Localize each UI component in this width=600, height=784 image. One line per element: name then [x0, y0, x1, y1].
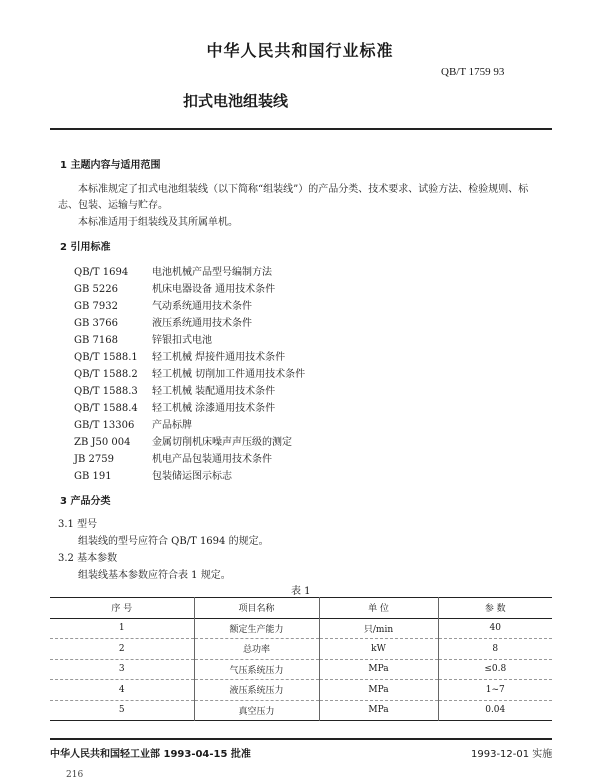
- section-3-1-text: 组装线的型号应符合 QB/T 1694 的规定。: [78, 536, 269, 547]
- table-cell: ≤0.8: [438, 659, 552, 680]
- reference-code: QB/T 1588.3: [74, 386, 138, 397]
- table-cell: MPa: [319, 700, 438, 721]
- reference-code: GB 7168: [74, 335, 118, 346]
- header-cell-item: 项目名称: [194, 598, 319, 619]
- reference-title: 机床电器设备 通用技术条件: [152, 284, 276, 295]
- table-cell: 4: [118, 684, 125, 695]
- reference-title: 电池机械产品型号编制方法: [152, 267, 272, 278]
- implementation-date: 1993-12-01 实施: [471, 749, 553, 760]
- reference-title: 液压系统通用技术条件: [152, 318, 252, 329]
- table-cell: 8: [438, 639, 552, 660]
- reference-code: GB 5226: [74, 284, 118, 295]
- reference-code: GB 3766: [74, 318, 118, 329]
- standard-code: QB/T 1759 93: [441, 66, 505, 78]
- section-1-para-2: 本标准适用于组装线及其所属单机。: [78, 217, 238, 228]
- standard-type: 中华人民共和国行业标准: [206, 41, 394, 60]
- reference-title: 轻工机械 切削加工件通用技术条件: [152, 369, 306, 380]
- reference-code: QB/T 1588.1: [74, 352, 138, 363]
- table-cell: 0.04: [438, 700, 552, 721]
- section-1-heading: 1 主题内容与适用范围: [60, 160, 161, 171]
- section-1-para-1-line-1: 本标准规定了扣式电池组装线（以下简称“组装线”）的产品分类、技术要求、试验方法、检验规则、标: [78, 184, 529, 195]
- reference-code: GB 191: [74, 471, 112, 482]
- reference-title: 轻工机械 装配通用技术条件: [152, 386, 276, 397]
- reference-code: GB/T 13306: [74, 420, 135, 431]
- table-cell: MPa: [319, 659, 438, 680]
- reference-item: [74, 450, 272, 465]
- header-cell-unit: 单 位: [319, 598, 438, 619]
- reference-code: QB/T 1694: [74, 267, 129, 278]
- table-cell: 气压系统压力: [194, 659, 319, 680]
- table-cell: 真空压力: [194, 700, 319, 721]
- reference-item: [74, 467, 232, 482]
- table-cell: kW: [319, 639, 438, 660]
- table-cell: 液压系统压力: [194, 680, 319, 701]
- section-2-heading: 2 引用标准: [60, 242, 111, 253]
- table-row: [50, 659, 552, 680]
- table-caption: 表 1: [291, 586, 311, 597]
- section-3-2-text: 组装线基本参数应符合表 1 规定。: [78, 570, 231, 581]
- table-cell: 总功率: [194, 639, 319, 660]
- reference-title: 锌银扣式电池: [152, 335, 212, 346]
- section-3-2-heading: 3.2 基本参数: [58, 553, 118, 564]
- table-cell: 只/min: [319, 618, 438, 639]
- table-cell: 1: [118, 623, 125, 634]
- section-3-heading: 3 产品分类: [60, 496, 111, 507]
- reference-item: [74, 297, 252, 312]
- reference-title: 气动系统通用技术条件: [152, 301, 252, 312]
- page-number: 216: [66, 770, 84, 780]
- table-cell: 5: [118, 705, 125, 716]
- reference-item: [74, 331, 212, 346]
- reference-code: GB 7932: [74, 301, 118, 312]
- document-title: 扣式电池组装线: [183, 92, 289, 110]
- section-3-1-heading: 3.1 型号: [58, 519, 98, 530]
- table-cell: 3: [118, 664, 125, 675]
- reference-title: 机电产品包装通用技术条件: [152, 454, 272, 465]
- footer-rule: [50, 738, 552, 740]
- reference-item: [74, 399, 275, 414]
- table-header-row: [50, 598, 552, 619]
- reference-code: QB/T 1588.4: [74, 403, 138, 414]
- section-1-para-1-line-2: 志、包装、运输与贮存。: [58, 200, 168, 211]
- table-cell: 额定生产能力: [194, 618, 319, 639]
- reference-item: [74, 382, 275, 397]
- reference-item: [74, 365, 305, 380]
- header-rule: [50, 128, 552, 130]
- reference-item: [74, 263, 272, 278]
- reference-title: 金属切削机床噪声声压级的测定: [152, 437, 292, 448]
- reference-title: 轻工机械 焊接件通用技术条件: [152, 352, 286, 363]
- table-cell: 40: [438, 618, 552, 639]
- header-cell-parameter: 参 数: [438, 598, 552, 619]
- reference-title: 轻工机械 涂漆通用技术条件: [152, 403, 276, 414]
- reference-code: ZB J50 004: [74, 437, 131, 448]
- reference-item: [74, 314, 252, 329]
- table-row: [50, 700, 552, 721]
- header-cell-serial: 序 号: [111, 604, 133, 615]
- reference-code: QB/T 1588.2: [74, 369, 138, 380]
- table-row: [50, 680, 552, 701]
- table-row: [50, 639, 552, 660]
- table-cell: MPa: [319, 680, 438, 701]
- reference-item: [74, 280, 275, 295]
- reference-item: [74, 416, 192, 431]
- table-cell: 2: [118, 643, 125, 654]
- parameters-table: [50, 597, 552, 721]
- table-row: [50, 618, 552, 639]
- reference-item: [74, 433, 292, 448]
- table-cell: 1~7: [438, 680, 552, 701]
- reference-title: 产品标牌: [152, 420, 192, 431]
- reference-title: 包装储运图示标志: [152, 471, 232, 482]
- reference-code: JB 2759: [74, 454, 114, 465]
- reference-item: [74, 348, 285, 363]
- approval-line: 中华人民共和国轻工业部 1993-04-15 批准: [50, 749, 251, 760]
